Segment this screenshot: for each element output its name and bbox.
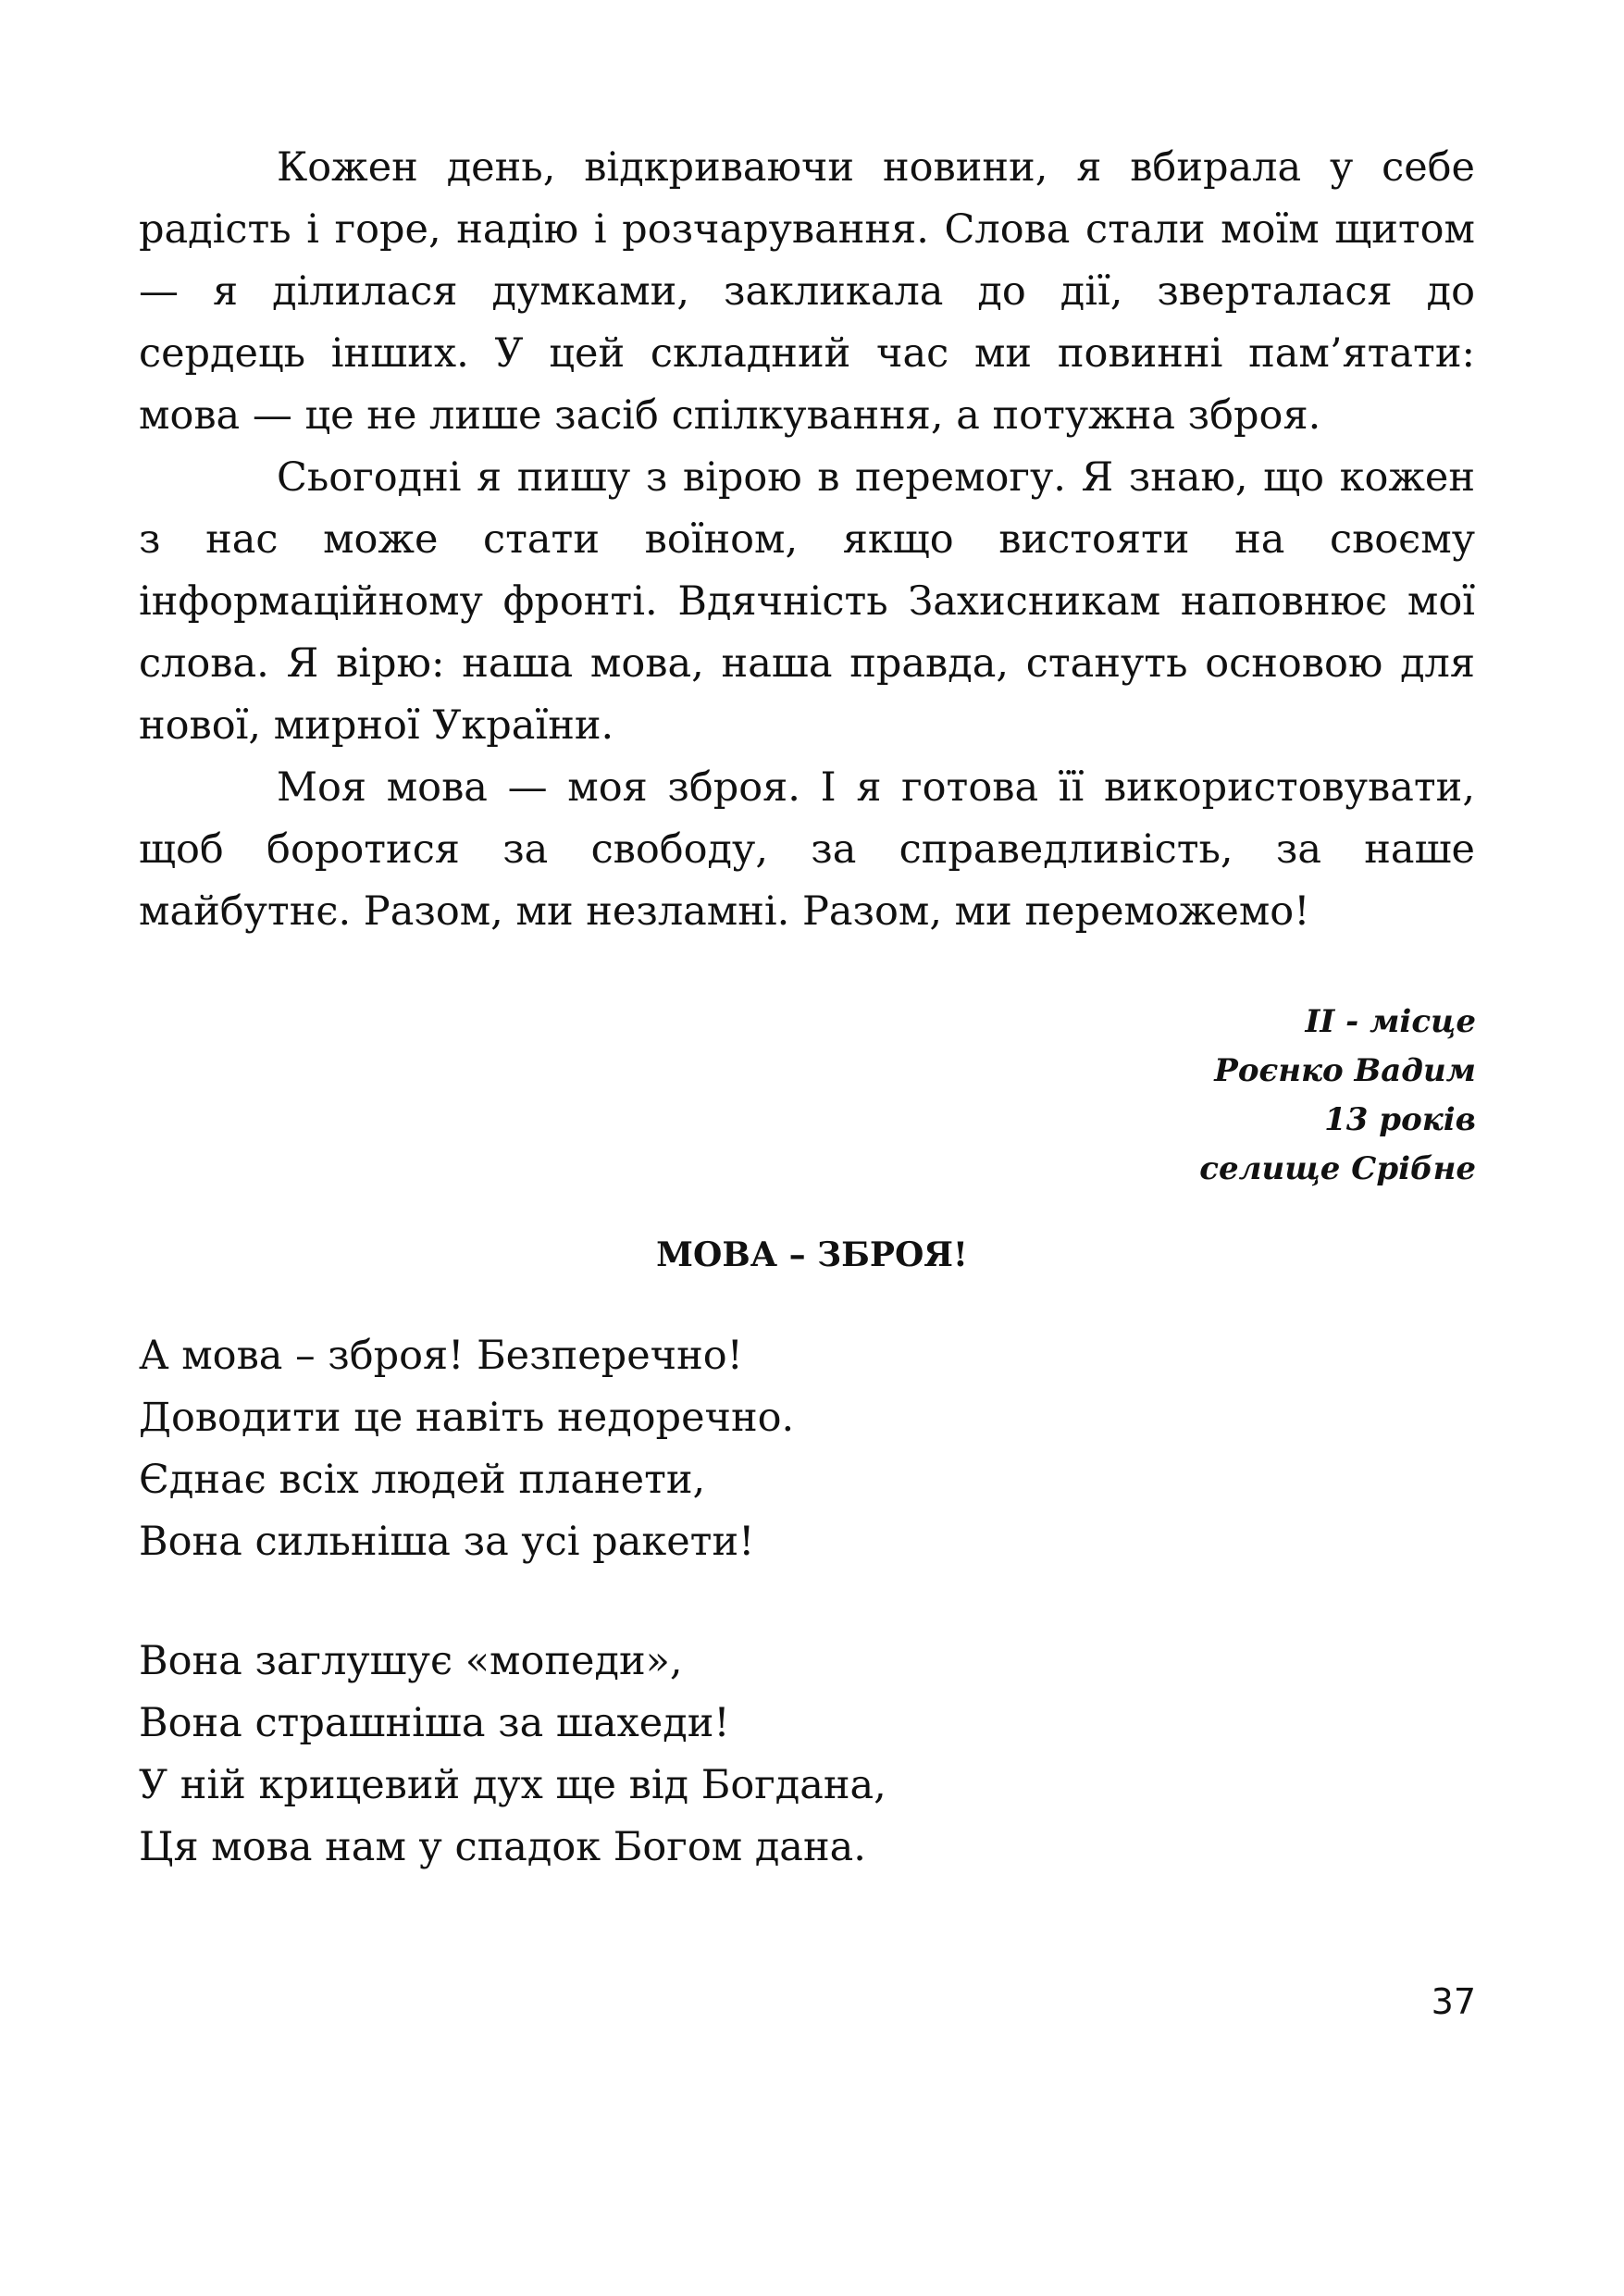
poem-line: У ній крицевий дух ще від Богдана, [139,1762,886,1808]
paragraph: Кожен день, відкриваючи новини, я вбирала у себе радість і горе, надію і розчарування. Слова стали моїм щитом — я ділилася думками, закликала до дії, зверталася до сердець інших. У цей складний час ми повинні пам’ятати: мова — це не лише засіб спілкування, а потужна зброя. [139,144,1475,439]
poem-line: А мова – зброя! Безперечно! [139,1333,743,1379]
author-location: селище Срібне [1199,1150,1476,1187]
poem-title: МОВА – ЗБРОЯ! [656,1235,968,1274]
essay-text [139,137,1475,943]
paragraph: Сьогодні я пишу з вірою в перемогу. Я знаю, що кожен з нас може стати воїном, якщо вистояти на своєму інформаційному фронті. Вдячність Захисникам наповнює мої слова. Я вірю: наша мова, наша правда, стануть основою для нової, мирної України. [139,454,1475,749]
author-age: 13 років [1324,1101,1476,1138]
paragraph: Моя мова — моя зброя. І я готова її використовувати, щоб боротися за свободу, за справедливість, за наше майбутнє. Разом, ми незламні. Разом, ми переможемо! [139,764,1475,935]
poem-line: Доводити це навіть недоречно. [139,1395,795,1441]
poem-line: Вона заглушує «мопеди», [139,1638,683,1684]
author-name: Роєнко Вадим [1214,1052,1476,1089]
poem-stanza [139,1325,1342,1573]
poem-line: Вона сильніша за усі ракети! [139,1519,755,1565]
poem-line: Єднає всіх людей планети, [139,1457,706,1503]
poem-line: Вона страшніша за шахеди! [139,1700,730,1746]
poem-line: Ця мова нам у спадок Богом дана. [139,1824,866,1870]
author-signature [1199,998,1476,1194]
page-number: 37 [1431,1981,1476,2022]
poem-stanza [139,1631,1342,1879]
award-place: ІІ - місце [1305,1003,1476,1040]
